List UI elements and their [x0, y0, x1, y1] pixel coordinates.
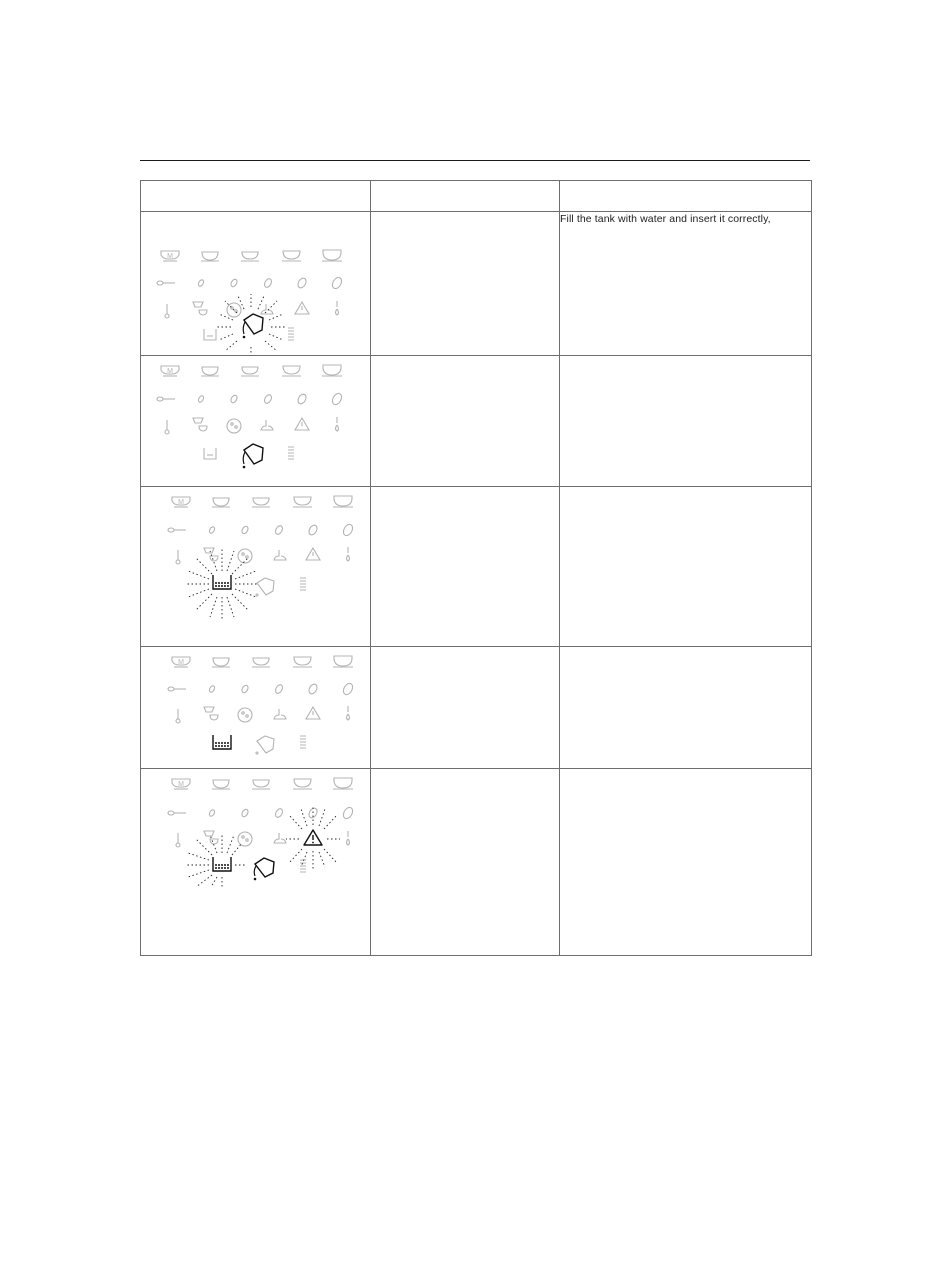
bean-icon	[263, 278, 273, 289]
espresso-cup-icon	[172, 657, 190, 667]
table-row	[141, 212, 812, 356]
filter-icon	[288, 447, 294, 459]
dim-icons	[168, 656, 354, 754]
steam-icon	[261, 420, 273, 430]
cup-icon	[241, 252, 259, 261]
svg-text:M: M	[178, 781, 184, 788]
cup-icon	[201, 252, 219, 261]
control-panel-diagram	[141, 212, 370, 354]
cup-icon	[252, 658, 270, 667]
water-drop-icon	[347, 831, 350, 845]
header-remedy	[560, 181, 812, 212]
bean-icon	[241, 808, 250, 818]
control-panel-illustration	[141, 769, 371, 956]
ground-coffee-scoop-icon	[168, 687, 186, 691]
bean-icon	[230, 394, 239, 404]
problem-cell	[371, 487, 560, 647]
bean-icon	[274, 684, 284, 695]
cup-icon	[212, 780, 230, 789]
grounds-container-icon	[204, 448, 216, 459]
rinse-icon	[204, 548, 218, 561]
temperature-icon	[176, 709, 180, 723]
control-panel-illustration	[141, 356, 371, 487]
steam-icon	[274, 833, 286, 843]
table-header-row	[141, 181, 812, 212]
water-drop-icon	[347, 706, 350, 720]
grounds-container-icon-flashing	[186, 549, 258, 619]
water-tank-icon-lit	[243, 444, 263, 468]
water-tank-icon	[256, 736, 274, 754]
control-panel-diagram	[141, 647, 370, 767]
large-cup-icon	[322, 365, 342, 376]
table-row	[141, 769, 812, 956]
steam-icon	[261, 304, 273, 314]
ground-coffee-scoop-icon	[157, 281, 175, 285]
steam-icon	[274, 709, 286, 719]
rinse-icon	[193, 302, 207, 315]
cup-icon	[293, 497, 312, 507]
descale-icon	[238, 832, 252, 846]
bean-icon	[331, 392, 344, 406]
control-panel-diagram	[141, 356, 370, 485]
temperature-icon	[176, 833, 180, 847]
alarm-icon	[306, 548, 320, 560]
bean-icon	[331, 276, 344, 290]
bean-icon	[342, 682, 355, 696]
svg-text:M: M	[167, 253, 173, 260]
control-panel-diagram	[141, 769, 370, 954]
dim-icons	[168, 778, 354, 872]
cup-icon	[252, 498, 270, 507]
header-rule	[140, 160, 810, 161]
grounds-container-icon	[204, 329, 216, 340]
espresso-cup-icon	[161, 366, 179, 376]
cup-icon	[241, 367, 259, 376]
header-display	[141, 181, 371, 212]
grounds-container-icon-lit	[213, 735, 231, 749]
remedy-cell	[560, 647, 812, 769]
filter-icon	[300, 736, 306, 748]
bean-icon	[197, 395, 204, 403]
table-row	[141, 356, 812, 487]
remedy-cell	[560, 769, 812, 956]
water-tank-icon-flashing	[216, 294, 286, 354]
remedy-cell: Fill the tank with water and insert it correctly,	[560, 212, 812, 356]
troubleshooting-table	[140, 180, 812, 956]
temperature-icon	[165, 420, 169, 434]
large-cup-icon	[333, 778, 353, 789]
cup-icon	[212, 658, 230, 667]
descale-icon	[238, 549, 252, 563]
problem-cell	[371, 647, 560, 769]
ground-coffee-scoop-icon	[168, 811, 186, 815]
bean-icon	[307, 683, 318, 696]
alarm-icon	[295, 418, 309, 430]
dim-icons	[168, 496, 354, 596]
large-cup-icon	[333, 656, 353, 667]
bean-icon	[208, 526, 215, 534]
bean-icon	[241, 525, 250, 535]
ground-coffee-scoop-icon	[168, 528, 186, 532]
water-drop-icon	[336, 301, 339, 315]
rinse-icon	[193, 418, 207, 431]
filter-icon	[300, 578, 306, 590]
bean-icon	[230, 278, 239, 288]
large-cup-icon	[333, 496, 353, 507]
svg-text:M: M	[178, 659, 184, 666]
bean-icon	[296, 393, 307, 406]
cup-icon	[282, 251, 301, 261]
cup-icon	[212, 498, 230, 507]
espresso-cup-icon	[172, 779, 190, 789]
filter-icon	[288, 328, 294, 340]
bean-icon	[197, 279, 204, 287]
header-problem	[371, 181, 560, 212]
problem-cell	[371, 356, 560, 487]
remedy-cell	[560, 487, 812, 647]
descale-icon	[238, 708, 252, 722]
filter-icon	[300, 860, 306, 872]
water-drop-icon	[336, 417, 339, 431]
problem-cell	[371, 212, 560, 356]
water-tank-icon	[256, 578, 274, 596]
temperature-icon	[176, 550, 180, 564]
table-row	[141, 487, 812, 647]
problem-cell	[371, 769, 560, 956]
espresso-cup-icon	[161, 251, 179, 261]
bean-icon	[274, 525, 284, 536]
bean-icon	[342, 523, 355, 537]
cup-icon	[293, 779, 312, 789]
water-tank-icon-lit	[254, 858, 274, 880]
control-panel-illustration	[141, 212, 371, 356]
temperature-icon	[165, 304, 169, 318]
cup-icon	[252, 780, 270, 789]
bean-icon	[296, 277, 307, 290]
bean-icon	[241, 684, 250, 694]
bean-icon	[208, 685, 215, 693]
cup-icon	[201, 367, 219, 376]
water-drop-icon	[347, 547, 350, 561]
cup-icon	[282, 366, 301, 376]
descale-icon	[227, 419, 241, 433]
cup-icon	[293, 657, 312, 667]
control-panel-illustration	[141, 647, 371, 769]
control-panel-illustration	[141, 487, 371, 647]
dim-icons	[157, 365, 343, 459]
table-row	[141, 647, 812, 769]
alarm-icon	[295, 302, 309, 314]
rinse-icon	[204, 707, 218, 720]
remedy-cell	[560, 356, 812, 487]
bean-icon	[274, 808, 284, 819]
large-cup-icon	[322, 250, 342, 261]
bean-icon	[208, 809, 215, 817]
alarm-icon-flashing	[286, 805, 340, 869]
bean-icon	[342, 806, 355, 820]
svg-text:M: M	[167, 368, 173, 375]
bean-icon	[263, 394, 273, 405]
control-panel-diagram	[141, 487, 370, 645]
svg-text:M: M	[178, 499, 184, 506]
steam-icon	[274, 550, 286, 560]
bean-icon	[307, 524, 318, 537]
alarm-icon	[306, 707, 320, 719]
grounds-container-icon-flashing	[186, 833, 245, 889]
ground-coffee-scoop-icon	[157, 397, 175, 401]
espresso-cup-icon	[172, 497, 190, 507]
